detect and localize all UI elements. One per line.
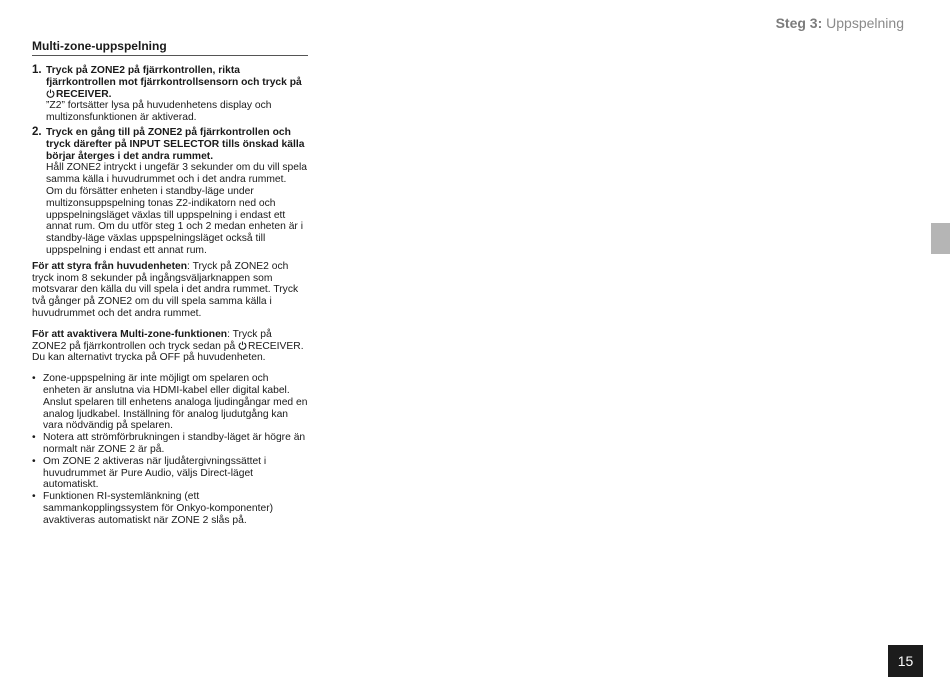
bullet: • — [32, 455, 36, 467]
header-step-title: Uppspelning — [826, 15, 904, 31]
deactivate-paragraph — [32, 329, 308, 364]
notes-list — [32, 373, 308, 526]
page-number: 15 — [888, 645, 923, 677]
step-instruction: Tryck en gång till på ZONE2 på fjärrkontrollen och tryck därefter på INPUT SELECTOR tills önskad källa börjar återges i det andra rummet. — [46, 126, 305, 162]
step-1 — [32, 65, 308, 124]
list-item — [32, 373, 308, 432]
step-2 — [32, 127, 308, 257]
list-item — [32, 491, 308, 526]
section-title: Multi-zone-uppspelning — [32, 39, 308, 56]
step-description: ”Z2” fortsätter lysa på huvudenhetens display och multizonsfunktionen är aktiverad. — [46, 100, 272, 124]
note-text: Funktionen RI-systemlänkning (ett sammankopplingssystem för Onkyo-komponenter) avaktiveras automatiskt när ZONE 2 slås på. — [43, 491, 274, 526]
paragraph-text-end: RECEIVER. Du kan alternativt trycka på OFF på huvudenheten. — [32, 340, 304, 364]
step-description: Håll ZONE2 intryckt i ungefär 3 sekunder om du vill spela samma källa i huvudrummet och i det andra rummet. — [46, 162, 307, 186]
paragraph-text: : Tryck på ZONE2 och tryck inom 8 sekunder på ingångsväljarknappen som motsvarar den källa du vill spela i det andra rummet. Tryck två gånger på ZONE2 om du vill spela samma källa i huvudrummet och det andra rummet. — [32, 260, 299, 319]
power-icon — [238, 341, 247, 350]
power-icon — [46, 89, 55, 98]
note-text: Zone-uppspelning är inte möjligt om spelaren och enheten är anslutna via HDMI-kabel eller digital kabel. Anslut spelaren till enhetens analoga ljudingångar med en analog ljudkabel. Inställning för analog ljudutgång kan vara nödvändig på spelaren. — [43, 373, 308, 432]
step-description-standby: Om du försätter enheten i standby-läge under multizonsuppspelning tonas Z2-indikatorn ned och uppspelningsläget växlas till uppspelning i endast ett annat rum. Om du utför steg 1 och 2 medan enheten är i standby-läge växlas uppspelningsläget också till uppspelning i endast ett annat rum. — [46, 185, 303, 256]
step-number: 2. — [32, 125, 42, 138]
bullet: • — [32, 373, 36, 385]
list-item — [32, 456, 308, 491]
note-text: Om ZONE 2 aktiveras när ljudåtergivningssättet i huvudrummet är Pure Audio, väljs Direct-läget automatiskt. — [43, 455, 267, 491]
header-step-label: Steg 3: — [775, 15, 823, 31]
step-instruction: Tryck på ZONE2 på fjärrkontrollen, rikta fjärrkontrollen mot fjärrkontrollsensorn och tryck på RECEIVER. — [46, 65, 302, 100]
note-text: Notera att strömförbrukningen i standby-läget är högre än normalt när ZONE 2 är på. — [43, 432, 306, 455]
list-item — [32, 432, 308, 456]
paragraph-heading: För att styra från huvudenheten — [32, 260, 188, 272]
page-header — [776, 15, 904, 31]
paragraph-heading: För att avaktivera Multi-zone-funktionen — [32, 328, 228, 340]
main-unit-control-paragraph — [32, 261, 308, 320]
step-number: 1. — [32, 64, 42, 76]
multizone-section — [32, 39, 308, 526]
paragraph-text: : Tryck på ZONE2 på fjärrkontrollen och tryck sedan på — [32, 328, 272, 352]
step-body — [46, 65, 308, 124]
chapter-tab-marker — [931, 223, 950, 254]
bullet: • — [32, 432, 36, 444]
step-body — [46, 127, 308, 257]
bullet: • — [32, 491, 36, 503]
